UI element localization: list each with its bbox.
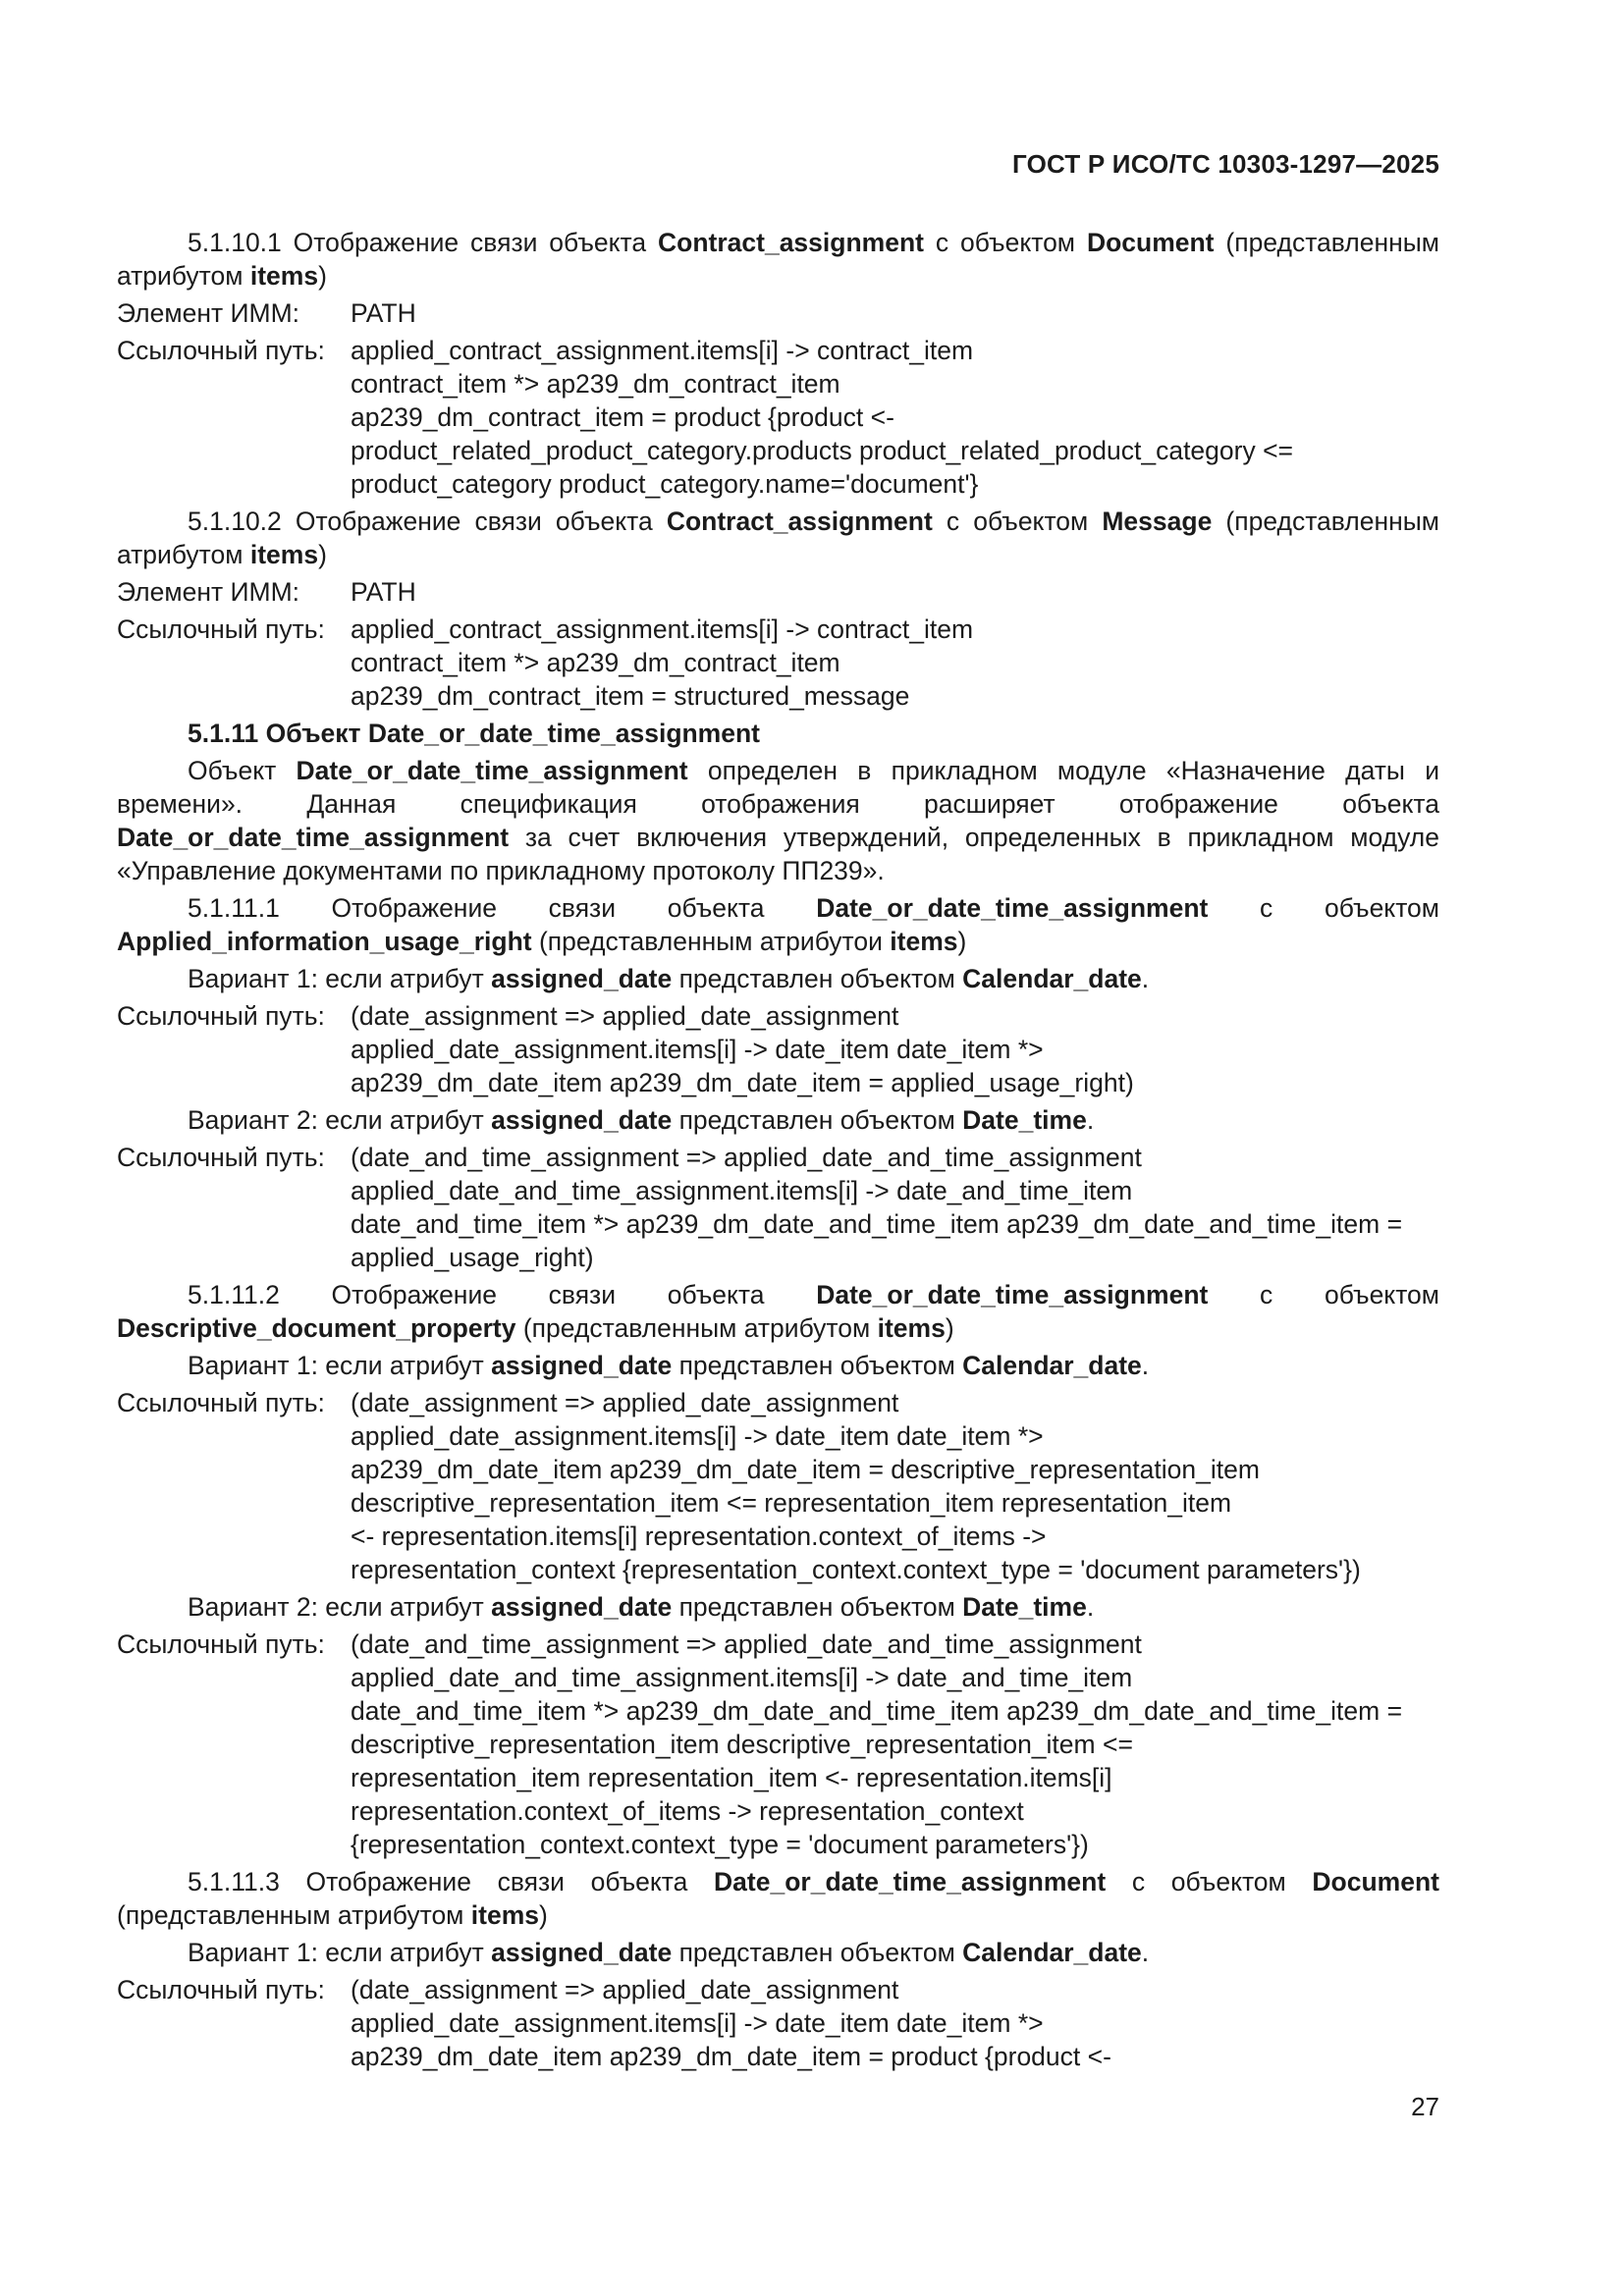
clause-5-1-11-1 <box>117 891 1439 958</box>
reference-path-row <box>117 1973 1439 2073</box>
imm-element-row <box>117 575 1439 609</box>
entity-name: Message <box>1102 507 1213 536</box>
text-run: представлен объектом <box>672 1592 963 1622</box>
text-run: Объект <box>188 756 297 785</box>
reference-path-value: (date_assignment => applied_date_assignment applied_date_assignment.items[i] -> date_item date_item *> ap239_dm_date_item ap239_dm_date_item = applied_usage_right) <box>351 1001 1134 1097</box>
text-run: (представленным атрибутом <box>515 1313 878 1343</box>
variant-1 <box>117 1936 1439 1969</box>
clause-5-1-10-1 <box>117 226 1439 293</box>
text-run: 5.1.10.1 Отображение связи объекта <box>188 228 658 257</box>
variant-1 <box>117 962 1439 995</box>
text-run: Вариант 1: если атрибут <box>188 964 492 993</box>
page-content <box>117 226 1439 2077</box>
reference-path-value: (date_assignment => applied_date_assignment applied_date_assignment.items[i] -> date_item date_item *> ap239_dm_date_item ap239_dm_date_item = descriptive_representation_item descriptive_representation_item <= representation_item representation_item <- representation.items[i] representation.context_of_items -> representation_context {representation_context.context_type = 'document parameters'}) <box>351 1388 1361 1584</box>
attribute-name: assigned_date <box>491 1351 673 1380</box>
reference-path-value: (date_and_time_assignment => applied_date_and_time_assignment applied_date_and_time_assignment.items[i] -> date_and_time_item date_and_time_item *> ap239_dm_date_and_time_item ap239_dm_date_and_time_item = applied_usage_right) <box>351 1143 1403 1272</box>
attribute-name: assigned_date <box>491 1938 673 1967</box>
reference-path-row <box>117 613 1439 713</box>
attribute-name: items <box>249 261 319 291</box>
entity-name: Date_time <box>962 1105 1087 1135</box>
text-run: 5.1.10.2 Отображение связи объекта <box>188 507 667 536</box>
imm-element-label: Элемент ИММ: <box>117 577 300 607</box>
text-run: ) <box>318 540 327 569</box>
reference-path-label: Ссылочный путь: <box>117 336 325 365</box>
entity-name: Date_or_date_time_assignment <box>816 893 1209 923</box>
attribute-name: items <box>890 927 958 956</box>
text-run: . <box>1141 1351 1150 1380</box>
entity-name: Calendar_date <box>962 1938 1142 1967</box>
entity-name: Document <box>1086 228 1215 257</box>
text-run: (представленным атрибутом <box>117 228 1439 291</box>
text-run: с объектом <box>1208 1280 1439 1309</box>
clause-5-1-11-3 <box>117 1865 1439 1932</box>
text-run: ) <box>539 1900 548 1930</box>
text-run: 5.1.11.2 Отображение связи объекта <box>188 1280 817 1309</box>
text-run: ) <box>318 261 327 291</box>
attribute-name: assigned_date <box>491 1105 673 1135</box>
text-run: представлен объектом <box>672 1105 963 1135</box>
reference-path-row <box>117 334 1439 501</box>
reference-path-label: Ссылочный путь: <box>117 1975 325 2004</box>
text-run: . <box>1141 964 1150 993</box>
text-run: определен в прикладном модуле «Назначение даты и времени». Данная спецификация отображения расширяет отображение объекта <box>117 756 1439 819</box>
text-run: . <box>1086 1105 1095 1135</box>
text-run: Вариант 1: если атрибут <box>188 1938 492 1967</box>
imm-element-value: PATH <box>351 298 416 328</box>
reference-path-row <box>117 1628 1439 1861</box>
imm-element-value: PATH <box>351 577 416 607</box>
entity-name: Calendar_date <box>962 964 1142 993</box>
page-number: 27 <box>1411 2092 1439 2121</box>
entity-name: Date_or_date_time_assignment <box>714 1867 1107 1896</box>
page-header: ГОСТ Р ИСО/ТС 10303-1297—2025 <box>1011 149 1439 179</box>
text-run: с объектом <box>923 228 1087 257</box>
clause-5-1-11-2 <box>117 1278 1439 1345</box>
text-run: . <box>1086 1592 1095 1622</box>
attribute-name: items <box>877 1313 946 1343</box>
variant-2 <box>117 1590 1439 1624</box>
entity-name: Contract_assignment <box>666 507 933 536</box>
text-run: Вариант 1: если атрибут <box>188 1351 492 1380</box>
text-run: представлен объектом <box>672 1938 963 1967</box>
attribute-name: items <box>249 540 319 569</box>
attribute-name: assigned_date <box>491 964 673 993</box>
reference-path-label: Ссылочный путь: <box>117 1143 325 1172</box>
entity-name: Document <box>1312 1867 1439 1896</box>
attribute-name: assigned_date <box>491 1592 673 1622</box>
text-run: 5.1.11.1 Отображение связи объекта <box>188 893 817 923</box>
text-run: с объектом <box>1208 893 1439 923</box>
variant-2 <box>117 1103 1439 1137</box>
text-run: Вариант 2: если атрибут <box>188 1592 492 1622</box>
text-run: ) <box>957 927 967 956</box>
text-run: (представленным атрибутом <box>117 507 1439 569</box>
reference-path-row <box>117 999 1439 1099</box>
entity-name: Contract_assignment <box>658 228 924 257</box>
text-run: с объектом <box>932 507 1103 536</box>
entity-name: Date_or_date_time_assignment <box>816 1280 1209 1309</box>
text-run: 5.1.11.3 Отображение связи объекта <box>188 1867 715 1896</box>
text-run: представлен объектом <box>672 964 963 993</box>
reference-path-label: Ссылочный путь: <box>117 614 325 644</box>
text-run: (представленным атрибутом <box>117 1900 471 1930</box>
entity-name: Applied_information_usage_right <box>117 927 532 956</box>
text-run: за счет включения утверждений, определенных в прикладном модуле «Управление документами по прикладному протоколу ПП239». <box>117 823 1439 885</box>
imm-element-label: Элемент ИММ: <box>117 298 300 328</box>
clause-5-1-10-2 <box>117 505 1439 571</box>
reference-path-value: (date_and_time_assignment => applied_date_and_time_assignment applied_date_and_time_assignment.items[i] -> date_and_time_item date_and_time_item *> ap239_dm_date_and_time_item ap239_dm_date_and_time_item = descriptive_representation_item descriptive_representation_item <= representation_item representation_item <- representation.items[i] representation.context_of_items -> representation_context {representation_context.context_type = 'document parameters'}) <box>351 1629 1403 1859</box>
attribute-name: items <box>470 1900 539 1930</box>
entity-name: Descriptive_document_property <box>117 1313 516 1343</box>
section-heading-text: 5.1.11 Объект Date_or_date_time_assignment <box>188 719 760 748</box>
reference-path-value: applied_contract_assignment.items[i] -> contract_item contract_item *> ap239_dm_contract_item ap239_dm_contract_item = structured_message <box>351 614 974 711</box>
entity-name: Date_time <box>962 1592 1087 1622</box>
reference-path-label: Ссылочный путь: <box>117 1629 325 1659</box>
text-run: Вариант 2: если атрибут <box>188 1105 492 1135</box>
text-run: (представленным атрибутои <box>531 927 891 956</box>
entity-name: Date_or_date_time_assignment <box>296 756 688 785</box>
section-heading-5-1-11 <box>117 717 1439 750</box>
reference-path-value: applied_contract_assignment.items[i] -> contract_item contract_item *> ap239_dm_contract_item ap239_dm_contract_item = product {product <- product_related_product_category.products product_related_product_category <= product_category product_category.name='document'} <box>351 336 1294 499</box>
imm-element-row <box>117 296 1439 330</box>
text-run: представлен объектом <box>672 1351 963 1380</box>
text-run: . <box>1141 1938 1150 1967</box>
reference-path-row <box>117 1386 1439 1586</box>
text-run: с объектом <box>1106 1867 1313 1896</box>
reference-path-row <box>117 1141 1439 1274</box>
text-run: ) <box>945 1313 954 1343</box>
section-intro-5-1-11 <box>117 754 1439 887</box>
reference-path-label: Ссылочный путь: <box>117 1388 325 1417</box>
reference-path-value: (date_assignment => applied_date_assignment applied_date_assignment.items[i] -> date_item date_item *> ap239_dm_date_item ap239_dm_date_item = product {product <- <box>351 1975 1111 2071</box>
variant-1 <box>117 1349 1439 1382</box>
entity-name: Calendar_date <box>962 1351 1142 1380</box>
reference-path-label: Ссылочный путь: <box>117 1001 325 1031</box>
entity-name: Date_or_date_time_assignment <box>117 823 510 852</box>
